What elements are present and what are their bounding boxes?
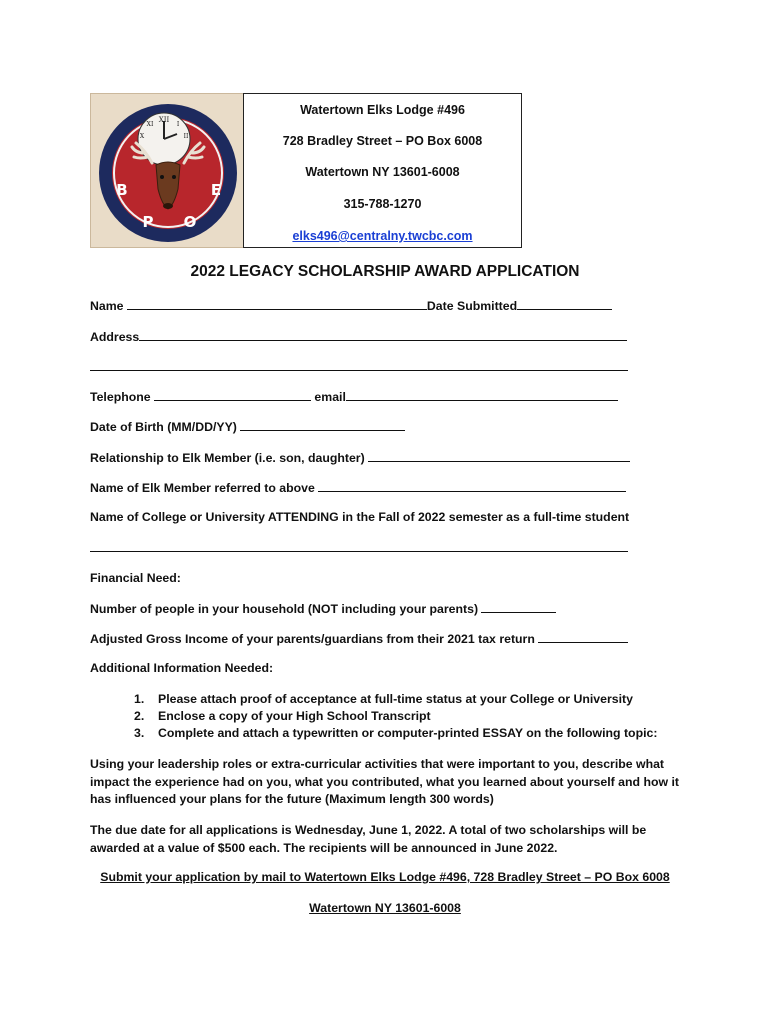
application-page: XII I II XI X B P O E Watertown Elks Lodge #496 728 Bradley Street – PO Box 6008 Watertown NY 13601-6008 315-788-1270 elks496@centralny.twcbc.com 2022 LEGACY SCHOLARSHIP AWARD APPLICATION Name Date Submitted Address Telephone email Date of Birth (MM/DD/YY) Relationship to Elk Member (i.e. son, daughter) Name of Elk Member referred to above Name of College or University ATTENDING in the Fall of 2022 semester as a full-time student Financial Need: Number of people in your household (NOT including your parents) Adjusted Gross Income of your parents/guardians from their 2021 tax return Additional Information Needed: 1. Please attach proof of acceptance at full-time status at your College or University 2. Enclose a copy of your High School Transcript 3. Complete and attach a typewritten or computer-printed ESSAY on the following topic: Using your leadership roles or extra-curricular activities that were important to you, describe what impact the experience had on you, what you contributed, what you learned about yourself and how it has influenced your plans for the future (Maximum length 300 words) The due date for all applications is Wednesday, June 1, 2022. A total of two scholarships will be awarded at a value of $500 each. The recipients will be announced in June 2022. Submit your application by mail to Watertown Elks Lodge #496, 728 Bradley Street – PO Box 6008 Watertown NY 13601-6008: [0, 0, 770, 1024]
date-submitted-label: Date Submitted: [426, 299, 518, 313]
dob-field[interactable]: [240, 419, 405, 431]
logo-letter: B: [116, 181, 128, 199]
elks-emblem-logo: [90, 93, 244, 248]
clock-numeral: II: [183, 133, 189, 140]
lodge-street: 728 Bradley Street – PO Box 6008: [282, 134, 483, 148]
logo-letter: O: [183, 213, 197, 231]
household-row: [90, 601, 556, 616]
financial-heading: Financial Need:: [90, 571, 181, 585]
telephone-label: Telephone: [90, 390, 151, 404]
address-row-2: [90, 359, 628, 374]
clock-numeral: XII: [158, 116, 170, 124]
telephone-row: [90, 389, 618, 404]
logo-letter: P: [142, 213, 154, 231]
address-field-line-2[interactable]: [90, 359, 628, 371]
clock-numeral: XI: [146, 121, 154, 128]
dob-label: Date of Birth (MM/DD/YY): [90, 420, 237, 434]
college-field[interactable]: [90, 540, 628, 552]
clock-numeral: X: [139, 133, 145, 140]
address-field[interactable]: [139, 329, 627, 341]
household-label: Number of people in your household (NOT including your parents): [90, 602, 479, 616]
income-label: Adjusted Gross Income of your parents/guardians from their 2021 tax return: [90, 632, 535, 646]
elk-member-row: [90, 480, 626, 495]
additional-heading: Additional Information Needed:: [90, 661, 274, 675]
college-row: [90, 510, 629, 524]
telephone-field[interactable]: [154, 389, 311, 401]
name-field[interactable]: [127, 298, 427, 310]
submit-city: Watertown NY 13601-6008: [309, 901, 461, 915]
college-field-row: [90, 540, 628, 555]
due-date-paragraph: The due date for all applications is Wednesday, June 1, 2022. A total of two scholarships will be awarded at a value of $500 each. The recipients will be announced in June 2022.: [90, 823, 647, 855]
email-label: email: [314, 390, 346, 404]
logo-letter: E: [210, 181, 222, 199]
elk-member-label: Name of Elk Member referred to above: [90, 481, 315, 495]
lodge-contact-box: [243, 93, 522, 248]
dob-row: [90, 419, 405, 434]
elk-member-field[interactable]: [318, 480, 626, 492]
date-submitted-field[interactable]: [517, 298, 612, 310]
college-label: Name of College or University ATTENDING in the Fall of 2022 semester as a full-time student: [90, 510, 630, 524]
relationship-label: Relationship to Elk Member (i.e. son, daughter): [90, 451, 365, 465]
clock-numeral: I: [176, 121, 180, 128]
relationship-row: [90, 450, 630, 465]
relationship-field[interactable]: [368, 450, 630, 462]
submit-instructions: Submit your application by mail to Watertown Elks Lodge #496, 728 Bradley Street – PO Box 6008: [100, 870, 670, 884]
lodge-phone: 315-788-1270: [343, 197, 422, 211]
household-field[interactable]: [481, 601, 556, 613]
form-title: 2022 LEGACY SCHOLARSHIP AWARD APPLICATION: [190, 263, 580, 280]
address-row: [90, 329, 627, 344]
email-field[interactable]: [346, 389, 618, 401]
lodge-name: Watertown Elks Lodge #496: [300, 103, 465, 117]
lodge-email-link[interactable]: elks496@centralny.twcbc.com: [292, 229, 473, 243]
income-field[interactable]: [538, 631, 628, 643]
address-label: Address: [90, 330, 140, 344]
name-label: Name: [90, 299, 124, 313]
income-row: [90, 631, 628, 646]
lodge-city: Watertown NY 13601-6008: [305, 165, 460, 179]
essay-topic: Using your leadership roles or extra-curricular activities that were important to you, describe what impact the experience had on you, what you contributed, what you learned about yourself and how it has influenced your plans for the future (Maximum length 300 words): [90, 757, 679, 806]
name-row: [90, 298, 612, 313]
